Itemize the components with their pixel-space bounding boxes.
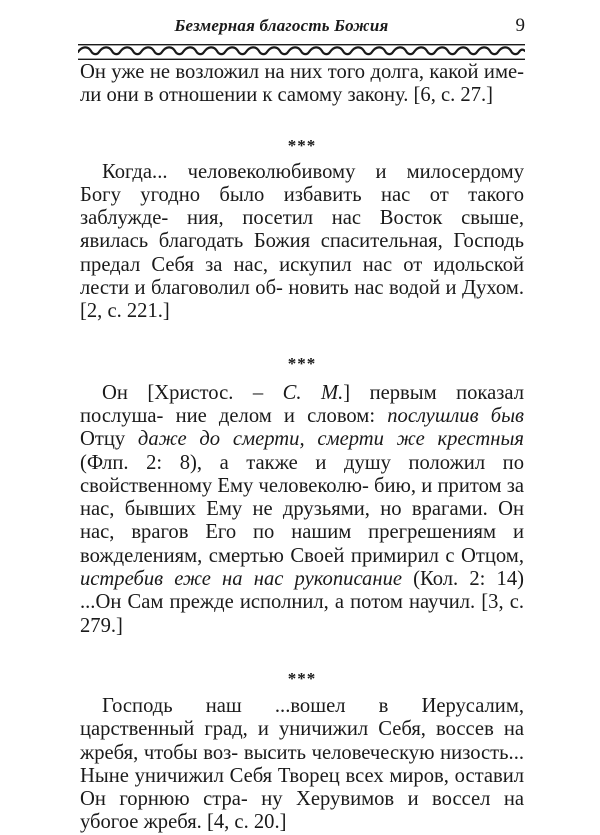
passage-2 xyxy=(80,161,524,324)
running-title: Безмерная благость Божия xyxy=(174,16,389,35)
text-line: и вожделениям, смертью Своей примирил с Отцом, xyxy=(80,521,524,567)
text-line: бию, и притом за нас, бывших Ему не друзьями, но xyxy=(80,474,524,521)
section-separator: *** xyxy=(287,135,317,155)
text-line: Господь наш ...вошел в Иерусалим, царственный xyxy=(80,694,524,741)
scripture-quote: истребив еже на нас рукописание xyxy=(80,568,403,591)
text-line: врагами. Он нас, врагов Его по нашим прегрешениям xyxy=(80,498,524,544)
text-line: новить нас водой и Духом. [2, с. 221.] xyxy=(80,277,524,323)
text-line: ] первым показал послуша- xyxy=(80,381,524,427)
page-header xyxy=(78,14,525,38)
text-line: высить человеческую низость... Ныне уничижил xyxy=(80,741,524,787)
text-line: ли они в отношении к самому закону. [6, с. 27.] xyxy=(80,84,494,107)
main-text xyxy=(80,61,524,835)
text-line: Божия спасительная, Господь предал Себя за нас, xyxy=(80,230,525,276)
text-line: ния, посетил нас Восток свыше, явилась благодать xyxy=(80,207,524,253)
text-line: ние делом и словом: xyxy=(175,404,388,427)
text-line: (Флп. 2: 8), а также и xyxy=(80,451,327,474)
text-line: искупил нас от идольской лести и благоволил об- xyxy=(80,253,525,300)
decorative-border xyxy=(78,43,525,61)
text-line: душу положил по свойственному Ему человеколю- xyxy=(80,451,524,497)
passage-3 xyxy=(80,382,524,638)
text-line: Когда... человеколюбивому и милосердому Богу xyxy=(80,160,524,206)
section-separator: *** xyxy=(287,668,317,688)
author-initials: С. М. xyxy=(282,381,344,404)
text-line: (Кол. 2: 14) ...Он xyxy=(80,568,524,614)
section-separator: *** xyxy=(287,353,317,373)
text-line: Он [Христос. – xyxy=(102,381,283,404)
text-line: Себя Творец всех миров, оставил Он горнюю стра- xyxy=(80,764,524,811)
text-line: Он уже не возложил на них того долга, какой име- xyxy=(80,61,524,83)
scripture-quote: даже до xyxy=(137,428,221,451)
text-line: град, и уничижил Себя, воссев на жребя, чтобы воз- xyxy=(80,718,524,764)
scripture-quote: смерти, смерти же крестныя xyxy=(232,428,524,451)
passage-1 xyxy=(80,61,524,108)
scripture-quote: послушлив быв xyxy=(387,404,524,427)
page-number: 9 xyxy=(515,15,525,36)
text-line: Сам прежде исполнил, а потом научил. [3, с. 279.] xyxy=(80,591,524,637)
passage-4 xyxy=(80,695,524,835)
text-line: Отцу xyxy=(80,428,138,451)
text-line: ну Херувимов и воссел на убогое жребя. [4, с. 20.] xyxy=(80,788,524,834)
text-line: угодно было избавить нас от такого заблужде- xyxy=(80,183,524,230)
